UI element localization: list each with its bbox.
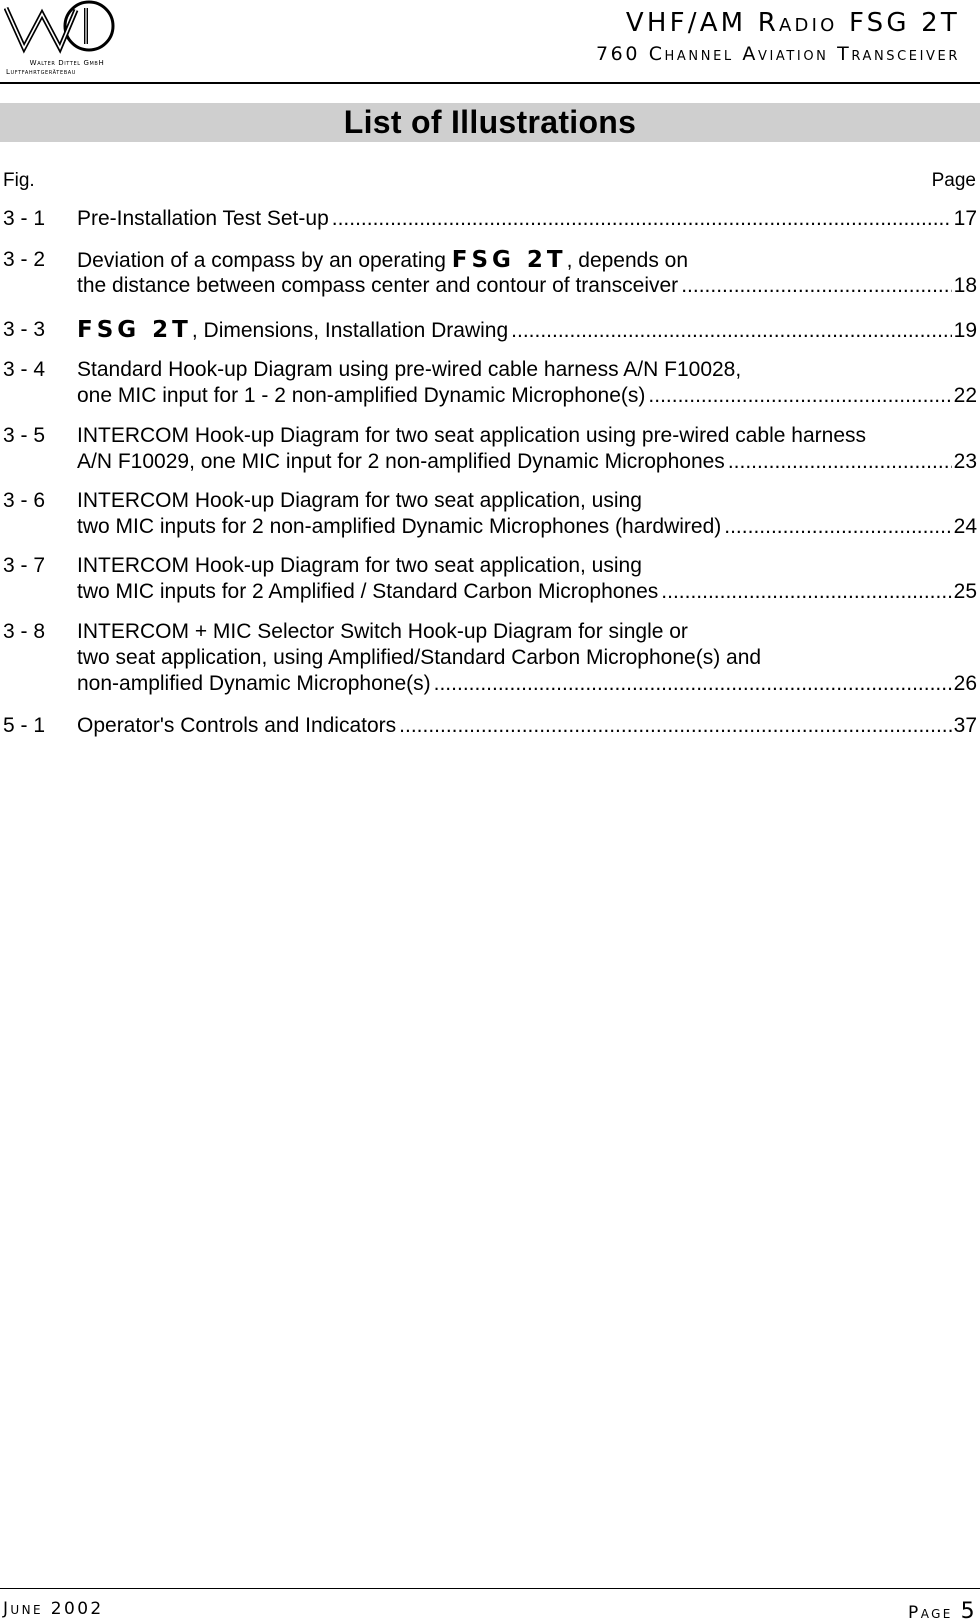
- document-subtitle: 760 Channel Aviation Transceiver: [595, 43, 960, 65]
- dot-leader: [728, 449, 952, 475]
- figure-caption: INTERCOM Hook-up Diagram for two seat application, using: [77, 554, 642, 577]
- dot-leader: [681, 273, 951, 299]
- figure-caption: Standard Hook-up Diagram using pre-wired cable harness A/N F10028,: [77, 358, 742, 381]
- footer-page-label: Page: [908, 1603, 953, 1623]
- document-title: VHF/AM Radio FSG 2T: [625, 8, 960, 38]
- dot-leader: [648, 383, 951, 409]
- wd-logo-icon: [4, 0, 126, 60]
- header-divider: [0, 82, 980, 84]
- figure-caption: Operator's Controls and Indicators: [77, 714, 397, 737]
- dot-leader: [399, 713, 951, 739]
- page-number: 18: [953, 274, 977, 297]
- dot-leader: [661, 579, 951, 605]
- figure-number: 3 - 6: [3, 489, 46, 512]
- figure-number: 5 - 1: [3, 714, 46, 737]
- figure-number: 3 - 4: [3, 358, 46, 381]
- figure-caption: Pre-Installation Test Set-up: [77, 207, 329, 230]
- footer-page-number: 5: [960, 1599, 977, 1624]
- figure-number: 3 - 5: [3, 424, 46, 447]
- page-number: 19: [953, 319, 977, 342]
- figure-number: 3 - 3: [3, 318, 46, 341]
- page-number: 23: [953, 450, 977, 473]
- page-number: 22: [953, 384, 977, 407]
- figure-caption: INTERCOM Hook-up Diagram for two seat application, using: [77, 489, 642, 512]
- figure-caption: two MIC inputs for 2 non-amplified Dynamic Microphones (hardwired): [77, 515, 722, 538]
- figure-caption-continued: , depends on: [566, 249, 689, 272]
- figure-caption: Deviation of a compass by an operating: [77, 249, 446, 272]
- figure-caption: the distance between compass center and contour of transceiver: [77, 274, 679, 297]
- figure-caption: one MIC input for 1 - 2 non-amplified Dynamic Microphone(s): [77, 384, 646, 407]
- page-title-band: [0, 103, 980, 142]
- figure-caption: , Dimensions, Installation Drawing: [191, 319, 509, 342]
- page-title: List of Illustrations: [343, 104, 637, 140]
- figure-caption: two seat application, using Amplified/Standard Carbon Microphone(s) and: [77, 646, 762, 669]
- figure-caption: non-amplified Dynamic Microphone(s): [77, 672, 431, 695]
- page-number: 17: [953, 207, 977, 230]
- figure-caption: INTERCOM Hook-up Diagram for two seat application using pre-wired cable harness: [77, 424, 866, 447]
- figure-caption: A/N F10029, one MIC input for 2 non-amplified Dynamic Microphones: [77, 450, 725, 473]
- page-number: 24: [953, 515, 977, 538]
- company-logo: [4, 0, 126, 78]
- dot-leader: [724, 514, 951, 540]
- figure-number: 3 - 2: [3, 248, 46, 271]
- page-number: 26: [953, 672, 977, 695]
- figure-caption: two MIC inputs for 2 Amplified / Standard Carbon Microphones: [77, 580, 659, 603]
- product-name: FSG 2T: [77, 317, 192, 343]
- page-number: 25: [953, 580, 977, 603]
- footer-page: [908, 1599, 977, 1624]
- page-number: 37: [953, 714, 977, 737]
- footer-date: June 2002: [3, 1599, 104, 1619]
- logo-division: Luftfahrtgerätebau: [6, 68, 77, 76]
- figure-caption: INTERCOM + MIC Selector Switch Hook-up Diagram for single or: [77, 620, 688, 643]
- column-header-fig: Fig.: [3, 170, 35, 191]
- dot-leader: [434, 671, 952, 697]
- figure-number: 3 - 1: [3, 207, 46, 230]
- dot-leader: [511, 318, 951, 344]
- product-name: FSG 2T: [451, 247, 567, 273]
- dot-leader: [332, 206, 952, 232]
- figure-number: 3 - 7: [3, 554, 46, 577]
- figure-number: 3 - 8: [3, 620, 46, 643]
- footer-divider: [0, 1588, 980, 1589]
- logo-company-name: Walter Dittel GmbH: [29, 59, 105, 67]
- column-header-page: Page: [931, 170, 976, 191]
